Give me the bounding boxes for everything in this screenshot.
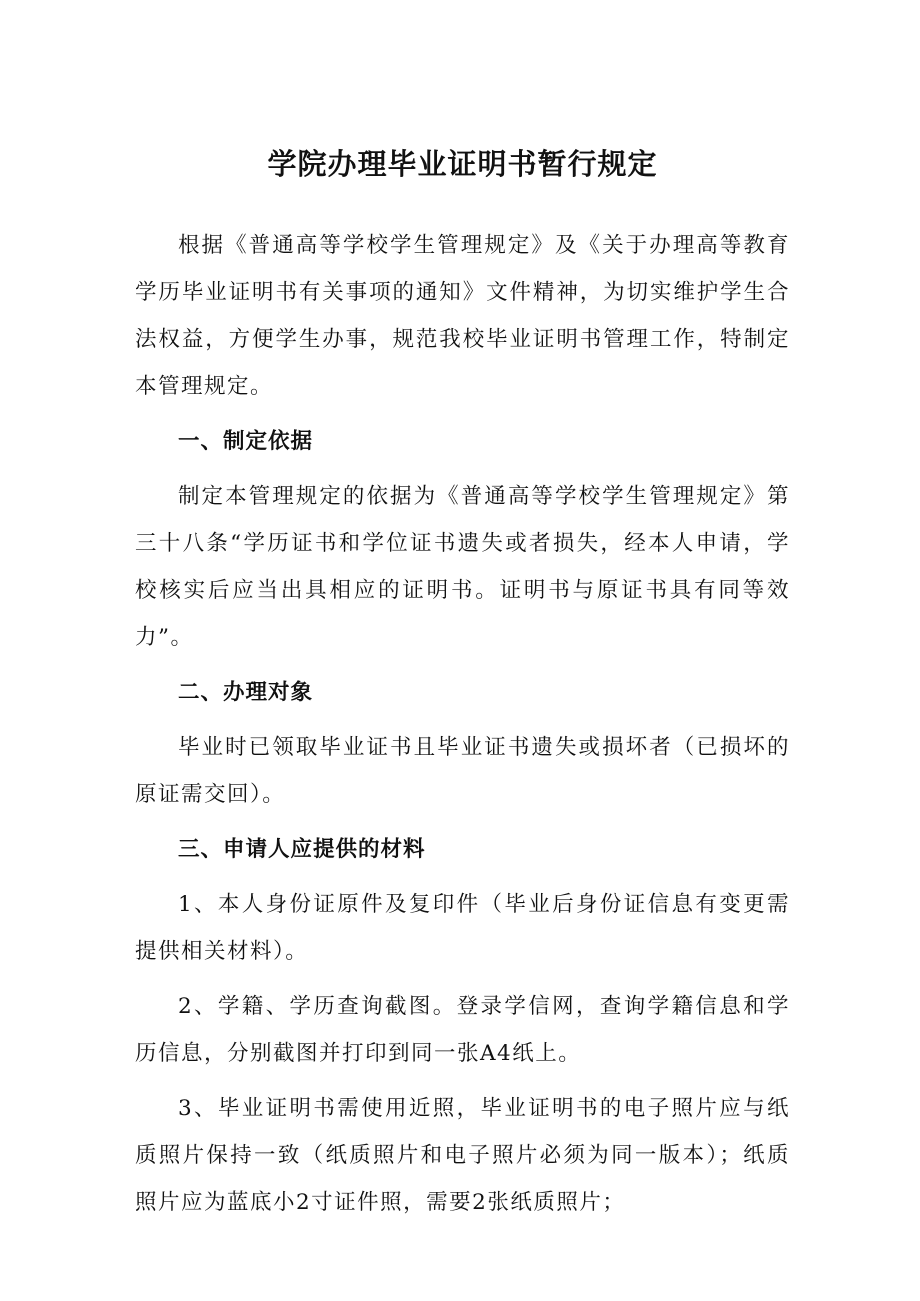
section-applicants-paragraph: 毕业时已领取毕业证书且毕业证书遗失或损坏者（已损坏的原证需交回）。 (135, 735, 790, 807)
document-title: 学院办理毕业证明书暂行规定 (267, 147, 658, 181)
materials-item-2: 2、学籍、学历查询截图。登录学信网，查询学籍信息和学历信息，分别截图并打印到同一张A4纸上。 (135, 994, 790, 1066)
section-heading-applicants: 二、办理对象 (178, 680, 314, 705)
section-heading-basis: 一、制定依据 (178, 429, 314, 454)
section-heading-materials: 三、申请人应提供的材料 (178, 837, 426, 862)
materials-item-3: 3、毕业证明书需使用近照，毕业证明书的电子照片应与纸质照片保持一致（纸质照片和电子照片必须为同一版本）；纸质照片应为蓝底小2寸证件照，需要2张纸质照片； (135, 1096, 790, 1215)
materials-item-1: 1、本人身份证原件及复印件（毕业后身份证信息有变更需提供相关材料）。 (135, 892, 790, 964)
section-basis-paragraph: 制定本管理规定的依据为《普通高等学校学生管理规定》第三十八条“学历证书和学位证书遗失或者损失，经本人申请，学校核实后应当出具相应的证明书。证明书与原证书具有同等效力”。 (135, 484, 790, 650)
intro-paragraph: 根据《普通高等学校学生管理规定》及《关于办理高等教育学历毕业证明书有关事项的通知》文件精神，为切实维护学生合法权益，方便学生办事，规范我校毕业证明书管理工作，特制定本管理规定。 (135, 233, 790, 399)
